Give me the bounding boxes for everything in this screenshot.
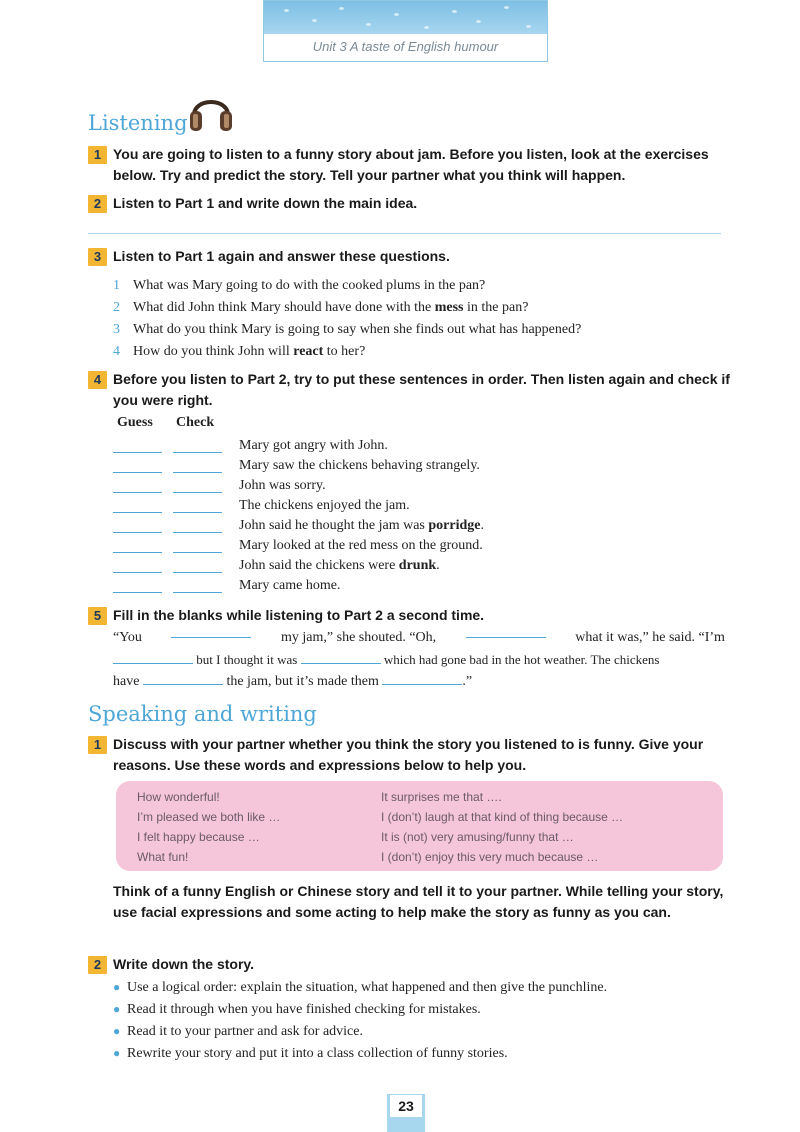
fill-blank[interactable] xyxy=(143,674,223,685)
fill-text: which had gone bad in the hot weather. The chickens xyxy=(383,652,660,667)
check-column-label: Check xyxy=(176,415,215,430)
expression-item: I (don’t) laugh at that kind of thing because … xyxy=(381,810,624,824)
bullet-item: ● Read it to your partner and ask for advice. xyxy=(113,1021,363,1042)
fill-text: have xyxy=(113,674,140,689)
question-number: 4 xyxy=(113,344,120,359)
question-text: in the pan? xyxy=(463,300,529,315)
sentence-item: John said the chickens were drunk. xyxy=(239,558,440,573)
question-text: to her? xyxy=(323,344,366,359)
sentence-item: The chickens enjoyed the jam. xyxy=(239,498,410,513)
fill-text: my jam,” she shouted. “Oh, xyxy=(281,630,437,645)
fill-text: “You xyxy=(113,630,142,645)
unit-header xyxy=(263,0,548,62)
exercise-number: 3 xyxy=(88,248,107,266)
instruction-text: Listen to Part 1 and write down the main idea. xyxy=(113,195,418,211)
key-word: drunk xyxy=(398,558,437,573)
question-text: What was Mary going to do with the cooked plums in the pan? xyxy=(133,278,486,293)
guess-blank[interactable] xyxy=(113,512,162,513)
exercise-number: 2 xyxy=(88,956,107,974)
instruction-text: Before you listen to Part 2, try to put these sentences in order. Then listen again and check if you were right. xyxy=(113,371,730,408)
check-blank[interactable] xyxy=(173,532,222,533)
fill-text: .” xyxy=(462,674,473,689)
exercise-number: 1 xyxy=(88,736,107,754)
expression-item: It surprises me that …. xyxy=(381,790,502,804)
instruction-text: Fill in the blanks while listening to Part 2 a second time. xyxy=(113,607,485,623)
key-word: react xyxy=(293,344,324,359)
fill-line xyxy=(113,627,725,648)
question-text: How do you think John will xyxy=(133,344,294,359)
guess-blank[interactable] xyxy=(113,552,162,553)
bullet-icon: ● xyxy=(113,980,121,994)
guess-blank[interactable] xyxy=(113,452,162,453)
expression-item: How wonderful! xyxy=(137,790,220,804)
exercise-number: 2 xyxy=(88,195,107,213)
speaking-writing-title: Speaking and writing xyxy=(88,702,317,726)
sentence-item: John was sorry. xyxy=(239,478,326,493)
check-blank[interactable] xyxy=(173,592,222,593)
guess-blank[interactable] xyxy=(113,592,162,593)
fill-text: the jam, but it’s made them xyxy=(226,674,379,689)
guess-blank[interactable] xyxy=(113,572,162,573)
bullet-icon: ● xyxy=(113,1002,121,1016)
guess-blank[interactable] xyxy=(113,472,162,473)
sentence-item: Mary saw the chickens behaving strangely. xyxy=(239,458,480,473)
listening-title: Listening xyxy=(88,111,188,135)
guess-blank[interactable] xyxy=(113,492,162,493)
expression-item: What fun! xyxy=(137,850,189,864)
expression-item: I felt happy because … xyxy=(137,830,260,844)
fill-blank[interactable] xyxy=(466,627,546,638)
instruction-text: Write down the story. xyxy=(113,956,255,972)
fill-blank[interactable] xyxy=(382,674,462,685)
sentence-item: John said he thought the jam was porridge. xyxy=(239,518,484,533)
sentence-item: Mary got angry with John. xyxy=(239,438,388,453)
check-blank[interactable] xyxy=(173,492,222,493)
fill-text: what it was,” he said. “I’m xyxy=(575,630,725,645)
fill-line xyxy=(113,649,725,670)
expression-item: I’m pleased we both like … xyxy=(137,810,281,824)
guess-blank[interactable] xyxy=(113,532,162,533)
follow-up-instruction: Think of a funny English or Chinese story and tell it to your partner. While telling your story, use facial expressions and some acting to help make the story as funny as you can. xyxy=(113,883,724,920)
bullet-item: ● Rewrite your story and put it into a class collection of funny stories. xyxy=(113,1043,508,1064)
question-number: 1 xyxy=(113,278,120,293)
instruction-text: You are going to listen to a funny story about jam. Before you listen, look at the exercises below. Try and predict the story. Tell your partner what you think will happen. xyxy=(113,146,709,183)
instruction-text: Discuss with your partner whether you think the story you listened to is funny. Give your reasons. Use these words and expressions below to help you. xyxy=(113,736,704,773)
fill-blank[interactable] xyxy=(113,653,193,664)
check-blank[interactable] xyxy=(173,572,222,573)
bullet-icon: ● xyxy=(113,1024,121,1038)
question-text: What did John think Mary should have done with the xyxy=(133,300,435,315)
exercise-number: 5 xyxy=(88,607,107,625)
fill-line xyxy=(113,671,725,692)
fill-blank[interactable] xyxy=(301,653,381,664)
expression-item: It is (not) very amusing/funny that … xyxy=(381,830,574,844)
sentence-item: Mary looked at the red mess on the ground. xyxy=(239,538,483,553)
question-item xyxy=(113,342,365,362)
check-blank[interactable] xyxy=(173,472,222,473)
exercise-number: 1 xyxy=(88,146,107,164)
bullet-icon: ● xyxy=(113,1046,121,1060)
exercise-number: 4 xyxy=(88,371,107,389)
instruction-text: Listen to Part 1 again and answer these questions. xyxy=(113,248,450,264)
question-item xyxy=(113,276,485,296)
sentence-item: Mary came home. xyxy=(239,578,341,593)
question-number: 3 xyxy=(113,322,120,337)
check-blank[interactable] xyxy=(173,552,222,553)
headphones-icon xyxy=(186,87,236,135)
fill-text: but I thought it was xyxy=(196,652,298,667)
answer-line[interactable] xyxy=(88,233,721,234)
guess-column-label: Guess xyxy=(117,415,153,430)
check-blank[interactable] xyxy=(173,452,222,453)
page-number: 23 xyxy=(390,1095,422,1117)
fill-blank[interactable] xyxy=(171,627,251,638)
bullet-item: ● Read it through when you have finished checking for mistakes. xyxy=(113,999,481,1020)
question-item xyxy=(113,320,581,340)
unit-title: Unit 3 A taste of English humour xyxy=(312,39,499,54)
bullet-item: ● Use a logical order: explain the situation, what happened and then give the punchline. xyxy=(113,977,607,998)
key-word: porridge xyxy=(428,518,481,533)
check-blank[interactable] xyxy=(173,512,222,513)
question-item xyxy=(113,298,528,318)
expression-item: I (don’t) enjoy this very much because … xyxy=(381,850,599,864)
question-text: What do you think Mary is going to say when she finds out what has happened? xyxy=(133,322,582,337)
key-word: mess xyxy=(434,300,464,315)
header-decoration xyxy=(264,1,547,34)
question-number: 2 xyxy=(113,300,120,315)
